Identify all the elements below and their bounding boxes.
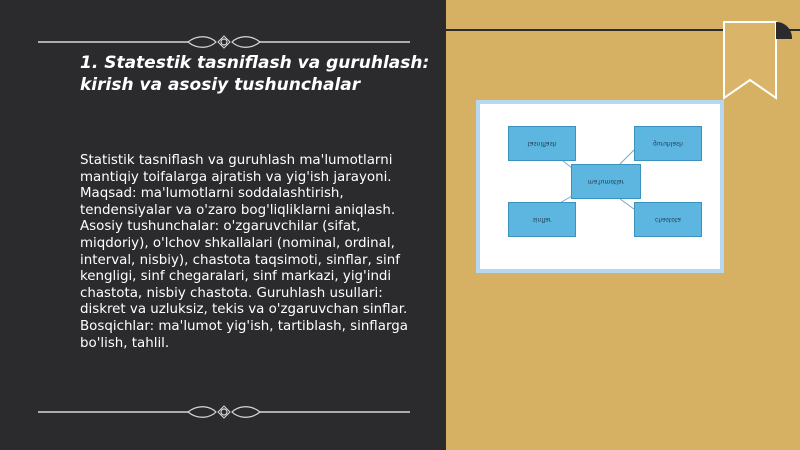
top-ornament-divider bbox=[38, 33, 410, 51]
bookmark-ribbon-icon bbox=[720, 18, 792, 100]
diagram-box: tasniflash bbox=[508, 126, 576, 161]
bottom-ornament-divider bbox=[38, 403, 410, 421]
concept-diagram-image bbox=[476, 100, 724, 273]
diagram-box: chastota bbox=[634, 202, 702, 237]
slide-body-text: Statistik tasniflash va guruhlash ma'lumotlarni mantiqiy toifalarga ajratish va yig'ish jarayoni. Maqsad: ma'lumotlarni soddalashtirish, tendensiyalar va o'zaro bog'liqliklarni aniqlash. Asosiy tushunchalar: o'zgaruvchilar (sifat, miqdoriy), o'lchov shkallalari (nominal, ordinal, interval, nisbiy), chastota taqsimoti, sinflar, sinf kengligi, sinf chegaralari, sinf markazi, yig'indi chastota, nisbiy chastota. Guruhlash usullari: diskret va uzluksiz, tekis va o'zgaruvchan sinflar. Bosqichlar: ma'lumot yig'ish, tartiblash, sinflarga bo'lish, tahlil. bbox=[80, 153, 408, 351]
slide-title: 1. Statestik tasniflash va guruhlash: kirish va asosiy tushunchalar bbox=[80, 53, 430, 95]
diagram-box: guruhlash bbox=[634, 126, 702, 161]
diagram-box: ma'lumotlar bbox=[571, 164, 641, 199]
diagram-box: sinflar bbox=[508, 202, 576, 237]
